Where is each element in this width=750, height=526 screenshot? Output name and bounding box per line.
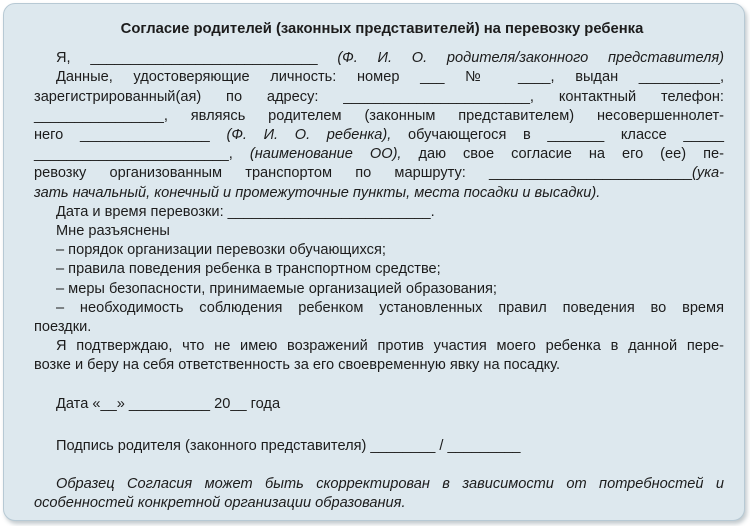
text-segment: – порядок организации перевозки обучающихся; — [56, 242, 386, 259]
line-route — [34, 164, 724, 183]
list-item-behavior-rules — [34, 260, 724, 279]
text-segment: – меры безопасности, принимаемые организацией образования; — [56, 280, 497, 297]
note-line-end — [34, 494, 724, 513]
text-segment: ________________, являясь родителем (законным представителем) несовершеннолет- — [34, 107, 724, 124]
italic-text: (ука- — [691, 165, 724, 182]
list-item-safety — [34, 280, 724, 299]
italic-text: Образец Согласия может быть скорректирован в зависимости от потребностей и — [56, 476, 724, 493]
italic-text: зать начальный, конечный и промежуточные пункты, места посадки и высадки). — [34, 184, 601, 201]
line-route-hint — [34, 184, 724, 203]
line-parent-status — [34, 107, 724, 126]
text-segment: обучающегося в _______ классе _____ — [391, 127, 724, 144]
spacer — [34, 456, 724, 475]
line-confirmation-end — [34, 356, 724, 375]
line-signature — [34, 437, 724, 456]
text-segment: Дата и время перевозки: _________________________. — [56, 203, 435, 220]
list-item-procedure — [34, 241, 724, 260]
italic-text: (Ф. И. О. ребенка), — [226, 127, 392, 144]
list-item-compliance — [34, 299, 724, 318]
italic-text: (наименование ОО), — [249, 146, 402, 163]
document-frame — [3, 3, 745, 521]
text-segment: Дата «__» __________ 20__ года — [56, 395, 281, 412]
spacer — [34, 414, 724, 437]
text-segment: – необходимость соблюдения ребенком установленных правил поведения во время — [56, 299, 724, 316]
text-segment: ________________________, — [34, 146, 250, 163]
text-segment: Мне разъяснены — [56, 223, 170, 240]
text-segment: Я подтверждаю, что не имею возражений против участия моего ребенка в данной пере- — [56, 338, 724, 355]
line-explained-heading — [34, 222, 724, 241]
text-segment: него ________________ — [34, 127, 227, 144]
italic-text: особенностей конкретной организации образования. — [34, 495, 406, 512]
text-segment: Я, ____________________________ — [56, 50, 338, 67]
line-date-time — [34, 203, 724, 222]
line-name — [34, 49, 724, 68]
line-address — [34, 88, 724, 107]
line-confirmation — [34, 337, 724, 356]
list-item-compliance-end — [34, 318, 724, 337]
line-id-document — [34, 68, 724, 87]
text-segment: ревозку организованным транспортом по маршруту: _________________________ — [34, 165, 692, 182]
note-line — [34, 475, 724, 494]
text-segment: Подпись родителя (законного представителя) ________ / _________ — [56, 437, 521, 454]
line-date — [34, 395, 724, 414]
text-segment: возке и беру на себя ответственность за его своевременную явку на посадку. — [34, 357, 561, 374]
line-child-name — [34, 126, 724, 145]
text-segment: – правила поведения ребенка в транспортном средстве; — [56, 261, 441, 278]
text-segment: поездки. — [34, 319, 92, 336]
line-school — [34, 145, 724, 164]
consent-form — [34, 20, 724, 513]
italic-text: (Ф. И. О. родителя/законного представителя) — [337, 50, 724, 67]
spacer — [34, 376, 724, 395]
text-segment: даю свое согласие на его (ее) пе- — [401, 146, 724, 163]
text-segment: Данные, удостоверяющие личность: номер ___ № ____, выдан __________, — [56, 69, 724, 86]
text-segment: зарегистрированный(ая) по адресу: _______________________, контактный телефон: — [34, 88, 724, 105]
form-title: Согласие родителей (законных представителей) на перевозку ребенка — [120, 21, 644, 37]
